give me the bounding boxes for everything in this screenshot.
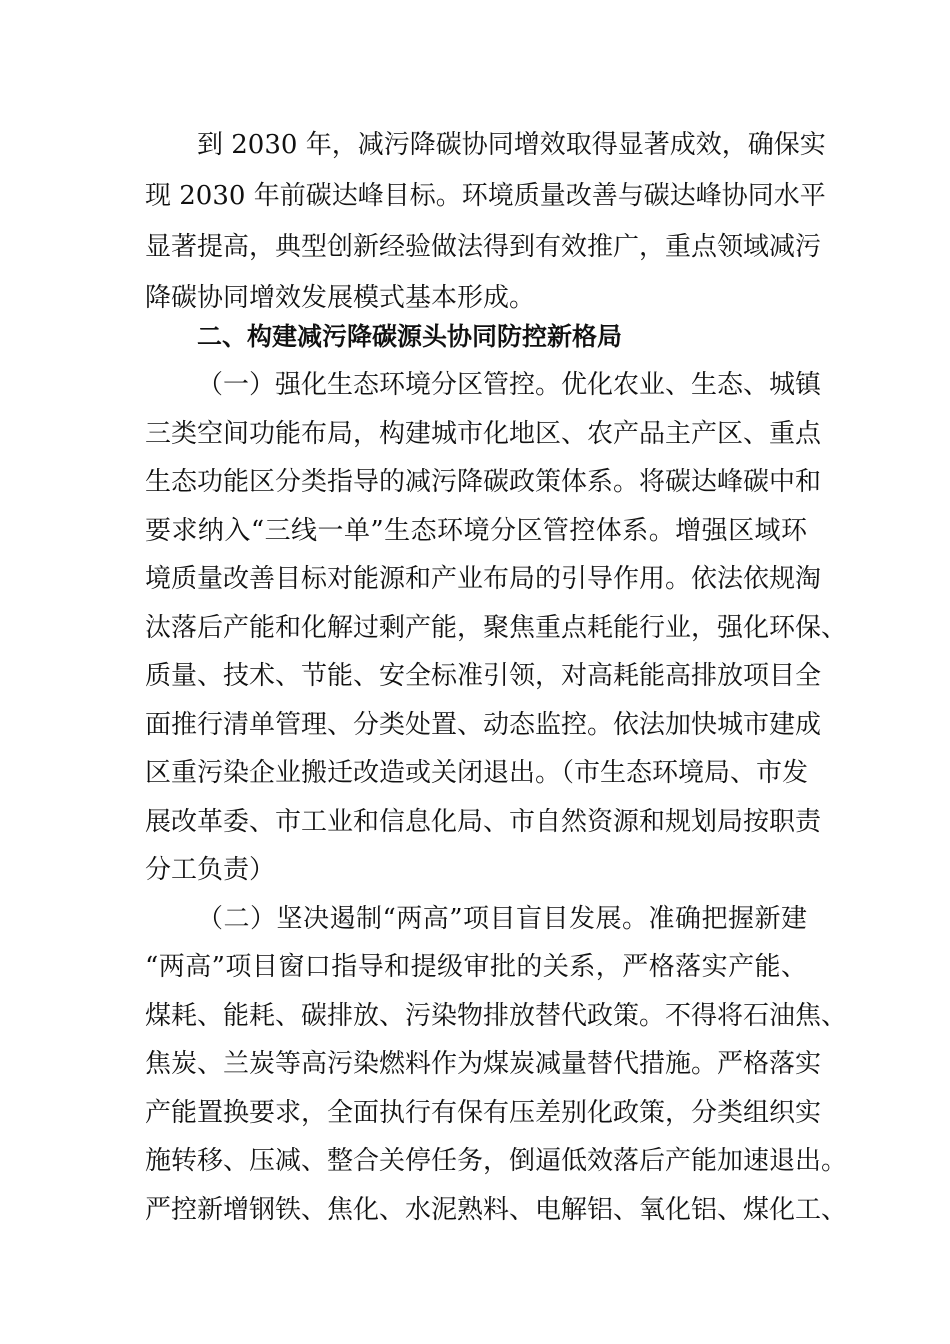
subsection-1-line-11: 分工负责） [145, 855, 276, 885]
subsection-1-line-10: 展改革委、市工业和信息化局、市自然资源和规划局按职责 [145, 807, 822, 837]
subsection-2-line-6: 施转移、压减、整合关停任务，倒逼低效落后产能加速退出。 [145, 1146, 848, 1176]
subsection-2-line-1: （二）坚决遏制“两高”项目盲目发展。准确把握新建 [197, 904, 807, 934]
subsection-1-line-3: 生态功能区分类指导的减污降碳政策体系。将碳达峰碳中和 [145, 467, 822, 497]
paragraph-2030-line-1: 到 2030 年，减污降碳协同增效取得显著成效，确保实 [197, 130, 826, 160]
subsection-1-line-1: （一）强化生态环境分区管控。优化农业、生态、城镇 [197, 370, 822, 400]
paragraph-2030-line-2: 现 2030 年前碳达峰目标。环境质量改善与碳达峰协同水平 [145, 181, 826, 211]
section-heading: 二、构建减污降碳源头协同防控新格局 [197, 322, 623, 351]
paragraph-2030-line-4: 降碳协同增效发展模式基本形成。 [145, 283, 536, 313]
subsection-2-line-3: 煤耗、能耗、碳排放、污染物排放替代政策。不得将石油焦、 [145, 1001, 848, 1031]
subsection-1-line-9: 区重污染企业搬迁改造或关闭退出。（市生态环境局、市发 [145, 758, 809, 788]
subsection-2-line-2: “两高”项目窗口指导和提级审批的关系，严格落实产能、 [145, 952, 807, 982]
subsection-2-line-7: 严控新增钢铁、焦化、水泥熟料、电解铝、氧化铝、煤化工、 [145, 1195, 848, 1225]
subsection-1-line-6: 汰落后产能和化解过剩产能，聚焦重点耗能行业，强化环保、 [145, 613, 848, 643]
subsection-1-line-7: 质量、技术、节能、安全标准引领，对高耗能高排放项目全 [145, 661, 822, 691]
subsection-2-line-4: 焦炭、兰炭等高污染燃料作为煤炭减量替代措施。严格落实 [145, 1049, 822, 1079]
subsection-1-line-2: 三类空间功能布局，构建城市化地区、农产品主产区、重点 [145, 419, 822, 449]
paragraph-2030-line-3: 显著提高，典型创新经验做法得到有效推广，重点领域减污 [145, 232, 822, 262]
subsection-1-line-5: 境质量改善目标对能源和产业布局的引导作用。依法依规淘 [145, 564, 822, 594]
subsection-1-line-8: 面推行清单管理、分类处置、动态监控。依法加快城市建成 [145, 710, 822, 740]
subsection-2-line-5: 产能置换要求，全面执行有保有压差别化政策，分类组织实 [145, 1098, 822, 1128]
subsection-1-line-4: 要求纳入“三线一单”生态环境分区管控体系。增强区域环 [145, 516, 807, 546]
